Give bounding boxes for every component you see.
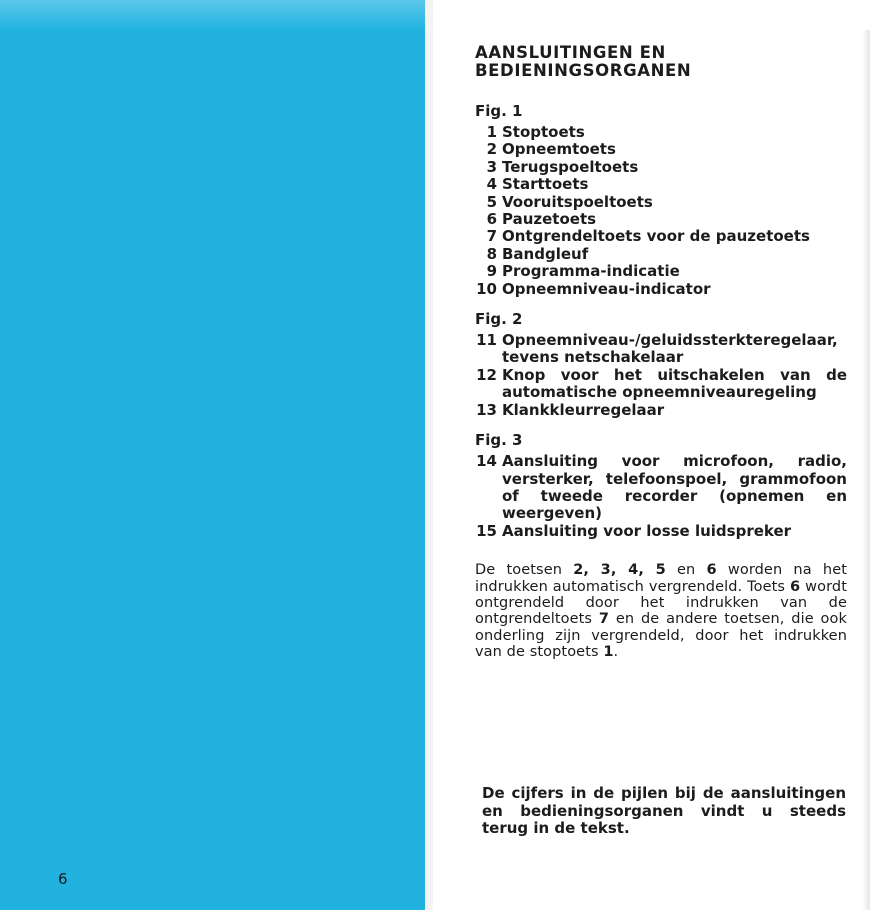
item-label: Stoptoets	[502, 123, 585, 141]
item-number: 11	[476, 331, 497, 350]
list-item	[475, 523, 847, 540]
item-label: Vooruitspoeltoets	[502, 192, 653, 211]
list-item	[475, 176, 847, 193]
item-label: Ontgrendeltoets voor de pauzetoets	[502, 227, 810, 246]
key-ref-6: 6	[790, 578, 801, 595]
list-item	[475, 246, 847, 263]
fig1-list	[475, 124, 847, 298]
list-item	[475, 194, 847, 211]
list-item	[475, 367, 847, 402]
item-number: 2	[486, 140, 497, 159]
list-item	[475, 402, 847, 419]
page-title	[475, 44, 847, 80]
list-item	[475, 141, 847, 158]
title-line-1: AANSLUITINGEN EN	[475, 43, 666, 62]
footnote: De cijfers in de pijlen bij de aansluitingen en bedieningsorganen vindt u steeds terug in de tekst.	[482, 784, 846, 837]
item-label: Bandgleuf	[502, 244, 589, 263]
item-number: 15	[476, 521, 497, 540]
item-label: Knop voor het uitschakelen van de automatische opneemniveauregeling	[502, 365, 847, 402]
list-item	[475, 124, 847, 141]
item-number: 9	[486, 262, 497, 281]
key-ref-2: 2	[573, 562, 584, 579]
title-line-2: BEDIENINGSORGANEN	[475, 61, 692, 80]
item-label: Programma-indicatie	[502, 262, 680, 281]
page-number: 6	[58, 870, 68, 888]
body-text-run: wordt ontgrendeld door het indrukken van de ontgrendeltoets	[475, 578, 847, 628]
blue-cover-panel	[0, 0, 425, 910]
body-text-run: en	[665, 562, 707, 579]
body-text-run: en de andere toetsen, die ook onderling zijn vergrendeld, door het indrukken van de stoptoets	[475, 611, 847, 661]
item-number: 8	[486, 244, 497, 263]
key-ref-6: 6	[706, 562, 717, 579]
list-item	[475, 332, 847, 367]
key-ref-4: 4	[628, 562, 639, 579]
item-label: Aansluiting voor losse luidspreker	[502, 521, 792, 540]
fig3-heading: Fig. 3	[475, 431, 523, 450]
list-item	[475, 281, 847, 298]
page-edge-shadow	[862, 30, 870, 910]
item-label: Starttoets	[502, 175, 589, 194]
item-label: Opneemniveau-indicator	[502, 279, 711, 298]
text-page	[475, 44, 847, 675]
list-item	[475, 228, 847, 245]
fig2-heading: Fig. 2	[475, 310, 523, 329]
list-item	[475, 211, 847, 228]
body-text-run: worden na het indrukken automatisch vergrendeld. Toets	[475, 562, 847, 595]
item-number: 3	[486, 157, 497, 176]
item-label: Pauzetoets	[502, 210, 597, 229]
item-label: Terugspoeltoets	[502, 157, 639, 176]
key-ref-7: 7	[598, 611, 610, 628]
key-ref-3: 3	[600, 562, 611, 579]
list-item	[475, 159, 847, 176]
page-gutter	[425, 0, 433, 910]
body-paragraph	[475, 562, 847, 660]
item-label: Opneemniveau-/geluidssterkteregelaar, tevens netschakelaar	[502, 331, 838, 367]
list-item	[475, 263, 847, 280]
item-number: 1	[486, 123, 497, 141]
key-ref-5: 5	[655, 562, 666, 579]
key-sep: ,	[583, 562, 601, 579]
body-text-run: .	[613, 644, 619, 661]
item-label: Aansluiting voor microfoon, radio, versterker, telefoonspoel, grammofoon of tweede recorder (opnemen en weergeven)	[502, 452, 847, 523]
item-number: 5	[486, 192, 497, 211]
panel-top-fade	[0, 0, 425, 30]
body-text-run: De toetsen	[475, 562, 574, 579]
item-label: Klankkleurregelaar	[502, 400, 665, 419]
key-ref-1: 1	[603, 644, 614, 661]
fig1-heading: Fig. 1	[475, 102, 523, 120]
key-sep: ,	[610, 562, 629, 579]
item-number: 6	[486, 210, 497, 229]
item-number: 13	[476, 400, 497, 419]
fig2-list	[475, 332, 847, 419]
key-sep: ,	[638, 562, 656, 579]
item-number: 10	[476, 279, 497, 298]
list-item	[475, 453, 847, 523]
item-number: 12	[476, 365, 497, 384]
fig3-list	[475, 453, 847, 540]
item-number: 14	[476, 452, 497, 471]
item-number: 4	[486, 175, 497, 194]
item-label: Opneemtoets	[502, 140, 616, 159]
item-number: 7	[486, 227, 497, 246]
